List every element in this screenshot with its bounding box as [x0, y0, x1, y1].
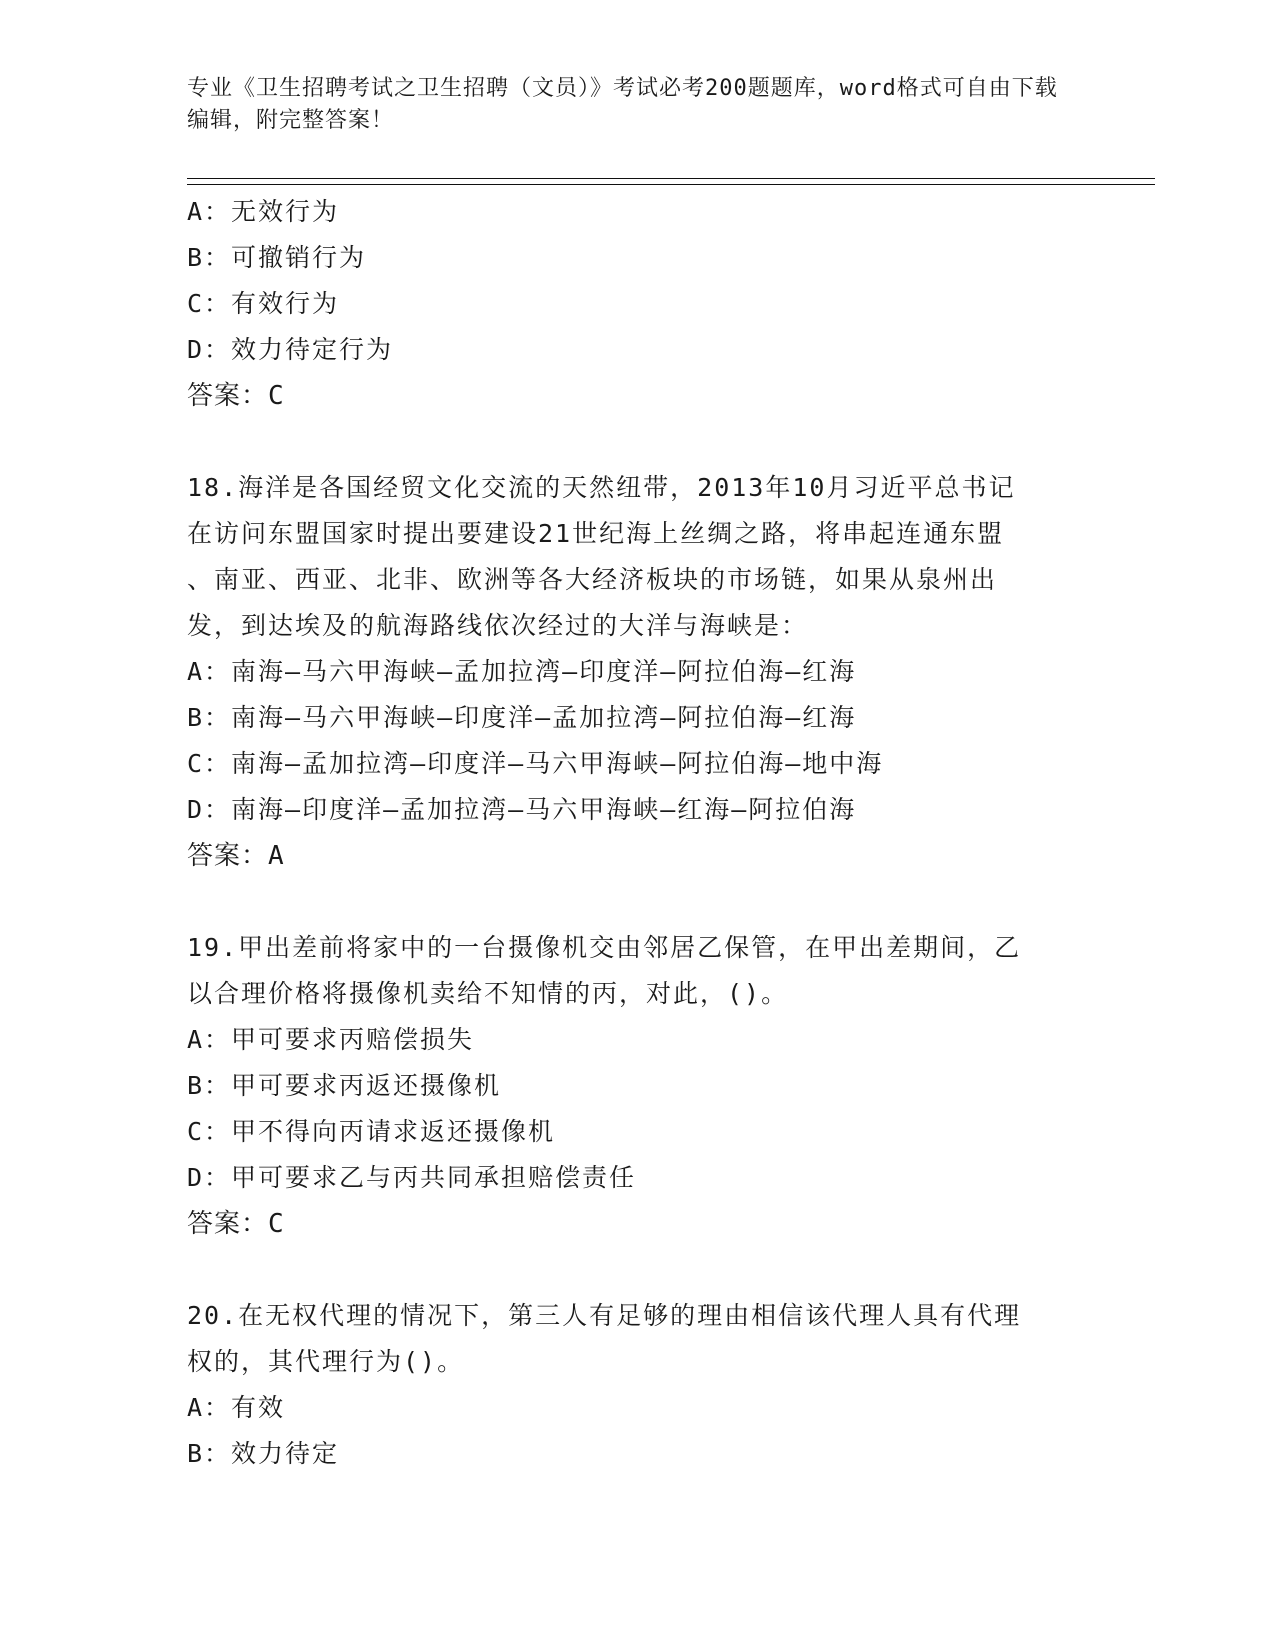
option-a: A：无效行为 — [187, 197, 340, 226]
question-stem-line: 发，到达埃及的航海路线依次经过的大洋与海峡是： — [187, 611, 809, 640]
answer-label: 答案： — [187, 841, 269, 871]
option-d: D：甲可要求乙与丙共同承担赔偿责任 — [187, 1163, 637, 1192]
header-divider-top — [187, 178, 1155, 179]
option-a: A：南海—马六甲海峡—孟加拉湾—印度洋—阿拉伯海—红海 — [187, 657, 857, 686]
option-b: B：可撤销行为 — [187, 243, 367, 272]
question-stem-line: 18.海洋是各国经贸文化交流的天然纽带，2013年10月习近平总书记 — [187, 473, 1016, 502]
option-a: A：有效 — [187, 1393, 286, 1422]
option-c: C：南海—孟加拉湾—印度洋—马六甲海峡—阿拉伯海—地中海 — [187, 749, 884, 778]
question-stem-line: 、南亚、西亚、北非、欧洲等各大经济板块的市场链，如果从泉州出 — [187, 565, 998, 594]
option-d: D：效力待定行为 — [187, 335, 394, 364]
answer-label: 答案： — [187, 381, 269, 411]
answer-value: C — [268, 381, 285, 411]
question-stem-line: 19.甲出差前将家中的一台摄像机交由邻居乙保管，在甲出差期间，乙 — [187, 933, 1022, 962]
option-b: B：南海—马六甲海峡—印度洋—孟加拉湾—阿拉伯海—红海 — [187, 703, 857, 732]
question-stem-line: 20.在无权代理的情况下，第三人有足够的理由相信该代理人具有代理 — [187, 1301, 1022, 1330]
answer-line — [187, 833, 1087, 879]
question-17 — [187, 189, 1087, 419]
spacer — [187, 1247, 1087, 1293]
answer-label: 答案： — [187, 1209, 269, 1239]
option-c: C：有效行为 — [187, 289, 340, 318]
spacer — [187, 879, 1087, 925]
question-list — [187, 189, 1087, 1477]
document-header: 专业《卫生招聘考试之卫生招聘（文员）》考试必考200题题库，word格式可自由下载编辑，附完整答案！ — [187, 76, 1058, 133]
question-stem-line: 在访问东盟国家时提出要建设21世纪海上丝绸之路，将串起连通东盟 — [187, 519, 1005, 548]
question-18 — [187, 465, 1087, 879]
question-19 — [187, 925, 1087, 1247]
answer-value: A — [268, 841, 285, 871]
option-b: B：效力待定 — [187, 1439, 340, 1468]
option-c: C：甲不得向丙请求返还摄像机 — [187, 1117, 556, 1146]
question-stem-line: 权的，其代理行为()。 — [187, 1347, 465, 1376]
option-b: B：甲可要求丙返还摄像机 — [187, 1071, 502, 1100]
answer-line — [187, 373, 1087, 419]
answer-value: C — [268, 1209, 285, 1239]
question-20 — [187, 1293, 1087, 1477]
option-a: A：甲可要求丙赔偿损失 — [187, 1025, 475, 1054]
question-stem-line: 以合理价格将摄像机卖给不知情的丙，对此，()。 — [187, 979, 789, 1008]
option-d: D：南海—印度洋—孟加拉湾—马六甲海峡—红海—阿拉伯海 — [187, 795, 857, 824]
answer-line — [187, 1201, 1087, 1247]
spacer — [187, 419, 1087, 465]
header-divider-bottom — [187, 184, 1155, 185]
